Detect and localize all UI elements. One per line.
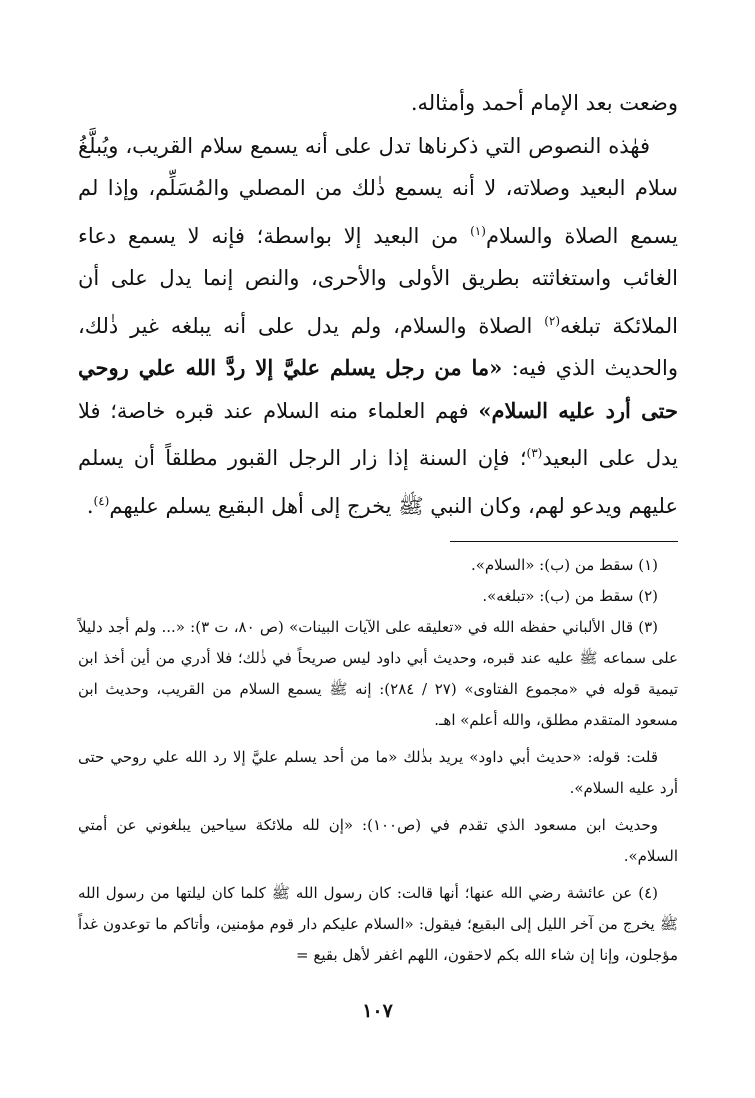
footnote-1: (١) سقط من (ب): «السلام».	[470, 556, 658, 574]
footnote-ref-2: (٢)	[544, 313, 561, 328]
paragraph-text-part-5: ؛ فإن السنة إذا زار الرجل القبور مطلقاً أن يسلم عليهم ويدعو لهم، وكان النبي ﷺ يخرج إلى أهل البقيع يسلم عليهم	[78, 446, 678, 518]
hadith-quote: «ما من رجل يسلم عليَّ إلا ردَّ الله علي روحي حتى أرد عليه السلام»	[78, 355, 678, 423]
footnote-ref-4: (٤)	[93, 493, 110, 508]
footnote-ref-3: (٣)	[526, 446, 543, 460]
opening-line	[78, 82, 678, 125]
footnote-3: (٣) قال الألباني حفظه الله في «تعليقه على الآيات البينات» (ص ٨٠، ت ٣): «... ولم أجد دليلاً على سماعه ﷺ عليه عند قبره، وحديث أبي داود ليس صريحاً في ذٰلك؛ فلا أدري من أين أخذ ابن تيمية قوله في «مجموع الفتاوى» (٢٧ / ٢٨٤): إنه ﷺ يسمع السلام من القريب، وحديث ابن مسعود المتقدم مطلق، والله أعلم» اهـ.	[78, 618, 678, 729]
page-number: ١٠٧	[362, 1000, 393, 1022]
footnote-2: (٢) سقط من (ب): «تبلغه».	[482, 587, 658, 605]
main-text	[78, 82, 678, 527]
footnotes	[78, 550, 678, 971]
opening-line-text: وضعت بعد الإمام أحمد وأمثاله.	[410, 91, 678, 115]
paragraph-text-part-4: فهم العلماء منه السلام عند قبره خاصة؛ فلا يدل على البعيد	[78, 398, 678, 470]
footnote-3-comment: قلت: قوله: «حديث أبي داود» يريد بذٰلك «ما من أحد يسلم عليَّ إلا رد الله علي روحي حتى أرد عليه السلام».	[78, 748, 678, 797]
footnote-3-hadith: وحديث ابن مسعود الذي تقدم في (ص١٠٠): «إن لله ملائكة سياحين يبلغوني عن أمتي السلام».	[78, 816, 678, 865]
paragraph-end: .	[86, 493, 94, 518]
footnote-separator	[450, 541, 678, 542]
footnote-ref-1: (١)	[470, 223, 486, 238]
paragraph-text-part-3: الصلاة والسلام، ولم يدل على أنه يبلغه غير ذٰلك، والحديث الذي فيه:	[78, 313, 678, 380]
page-content	[78, 82, 678, 971]
paragraph-text-part-2: من البعيد إلا بواسطة؛ فإنه لا يسمع دعاء الغائب واستغاثته بطريق الأولى والأحرى، والنص إنما يدل على أن الملائكة تبلغه	[78, 223, 678, 338]
main-paragraph	[78, 125, 678, 528]
paragraph-text-part-1: فهٰذه النصوص التي ذكرناها تدل على أنه يسمع سلام القريب، ويُبلَّغُ سلام البعيد وصلاته، لا أنه يسمع ذٰلك من المصلي والمُسَلِّم، وإذا لم يسمع الصلاة والسلام	[78, 133, 678, 248]
footnote-4: (٤) عن عائشة رضي الله عنها؛ أنها قالت: كان رسول الله ﷺ كلما كان ليلتها من رسول الله ﷺ يخرج من آخر الليل إلى البقيع؛ فيقول: «السلام عليكم دار قوم مؤمنين، وأتاكم ما توعدون غداً مؤجلون، وإنا إن شاء الله بكم لاحقون، اللهم اغفر لأهل بقيع =	[78, 884, 678, 964]
